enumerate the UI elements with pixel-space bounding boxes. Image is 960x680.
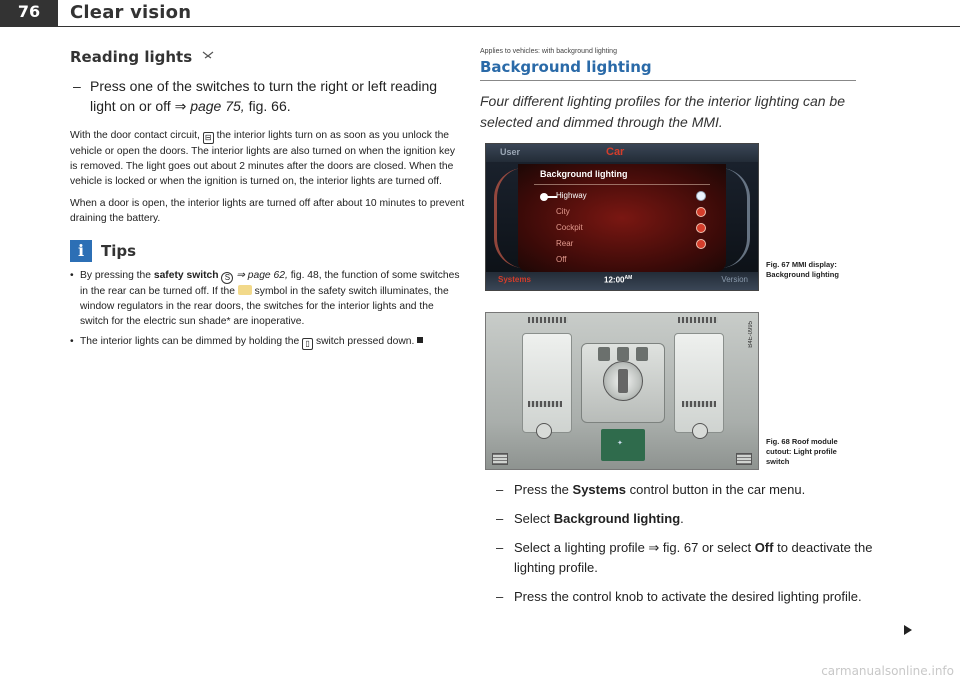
radio-dot-icon <box>696 223 706 233</box>
mmi-option-rear[interactable]: Rear <box>556 239 574 248</box>
light-profile-switch[interactable] <box>601 429 645 461</box>
right-lamp-switch[interactable] <box>692 423 708 439</box>
background-lighting-intro: Four different lighting profiles for the interior lighting can be selected and dimmed through the MMI. <box>480 93 845 130</box>
reading-lights-title: Reading lights <box>70 48 193 66</box>
roof-button[interactable] <box>617 347 629 361</box>
continue-arrow-icon <box>904 625 912 635</box>
page-ref-link[interactable]: page 75, <box>190 98 245 114</box>
mmi-panel-divider <box>534 184 710 185</box>
mmi-option-city[interactable]: City <box>556 207 570 216</box>
safety-switch-icon: S <box>221 272 233 284</box>
reading-lamp-icon <box>201 48 215 66</box>
left-column <box>70 48 465 355</box>
step-1: – Press the Systems control button in the car menu. <box>496 480 916 500</box>
reading-lights-step: – Press one of the switches to turn the right or left reading light on or off ⇒ page 75, fig. 66. <box>70 76 465 116</box>
section-end-mark <box>417 337 423 343</box>
roof-grille <box>528 401 562 407</box>
mmi-clock: $12:00^{AM}$ <box>604 275 633 285</box>
header-rule <box>58 26 960 27</box>
page-number: 76 <box>0 0 58 24</box>
roof-button[interactable] <box>636 347 648 361</box>
tips-header <box>70 240 465 262</box>
mmi-option-cockpit[interactable]: Cockpit <box>556 223 583 232</box>
figure-code: B4E-0995 <box>748 321 754 348</box>
left-lamp-switch[interactable] <box>536 423 552 439</box>
background-lighting-heading: Background lighting <box>480 58 856 81</box>
mmi-option-off[interactable]: Off <box>556 255 567 264</box>
fig-ref: fig. 66. <box>244 98 291 114</box>
fig68-caption: Fig. 68 Roof module cutout: Light profile switch <box>766 437 838 466</box>
roof-vent <box>736 453 752 465</box>
roof-grille <box>678 317 718 323</box>
roof-grille <box>528 317 568 323</box>
mmi-menu-panel <box>518 164 726 272</box>
left-reading-lamp <box>522 333 572 433</box>
tips-label: Tips <box>101 242 137 260</box>
mmi-display-figure <box>485 143 759 291</box>
page-number-bar <box>0 24 58 27</box>
mmi-option-highway[interactable]: Highway <box>556 191 587 200</box>
mmi-version-tab: Version <box>721 275 748 284</box>
roof-grille <box>682 401 716 407</box>
mmi-user-tab: User <box>500 147 521 157</box>
watermark: carmanualsonline.info <box>821 664 954 678</box>
radio-dot-icon <box>696 207 706 217</box>
mmi-car-tab: Car <box>606 146 625 158</box>
step-4: – Press the control knob to activate the desired lighting profile. <box>496 587 916 607</box>
radio-dot-icon <box>696 239 706 249</box>
roof-vent <box>492 453 508 465</box>
mmi-panel-title: Background lighting <box>540 169 628 179</box>
dimmer-switch-icon: ▯ <box>302 338 313 350</box>
applies-to-note: Applies to vehicles: with background lighting <box>480 48 617 55</box>
door-contact-paragraph: With the door contact circuit, ⊟ the interior lights turn on as soon as you unlock the vehicle or open the doors. The interior lights are also turned on when the ignition key is removed. The light goes out about 2 minutes after the doors are closed. When the vehicle is locked or when the ignition is turned on, the interior lights are turned off. <box>70 130 456 187</box>
chapter-title: Clear vision <box>70 2 192 23</box>
right-reading-lamp <box>674 333 724 433</box>
fig67-caption: Fig. 67 MMI display: Background lighting <box>766 260 839 279</box>
tip-bullet-1: • By pressing the safety switch S ⇒ page 62, fig. 48, the function of some switches in the rear can be turned off. If the symbol in the safety switch illuminates, the window regulators in the rear doors, the switches for the interior lights and the switch for the electric sun shade* are inoperative. <box>70 268 465 329</box>
window-lock-symbol-icon <box>238 285 252 295</box>
dial-grip <box>618 369 628 393</box>
mmi-systems-tab: Systems <box>498 275 531 284</box>
roof-button[interactable] <box>598 347 610 361</box>
roof-module-figure <box>485 312 759 470</box>
step-2: – Select Background lighting. <box>496 509 916 529</box>
radio-dot-icon <box>696 191 706 201</box>
door-contact-key-icon: ⊟ <box>203 132 214 144</box>
info-icon: i <box>70 240 92 262</box>
background-lighting-steps <box>496 480 916 616</box>
light-profile-symbol-icon: ✦ <box>617 440 623 447</box>
page-ref-link[interactable]: ⇒ page 62, <box>233 270 288 281</box>
mmi-bottom-bar <box>486 272 758 290</box>
reading-lights-heading <box>70 48 465 66</box>
tip-bullet-2: • The interior lights can be dimmed by holding the ▯ switch pressed down. <box>70 334 465 350</box>
right-column <box>480 48 860 133</box>
door-open-paragraph: When a door is open, the interior lights are turned off after about 10 minutes to prevent draining the battery. <box>70 198 465 224</box>
step-3: – Select a lighting profile ⇒ fig. 67 or select Off to deactivate the lighting profile. <box>496 538 916 578</box>
